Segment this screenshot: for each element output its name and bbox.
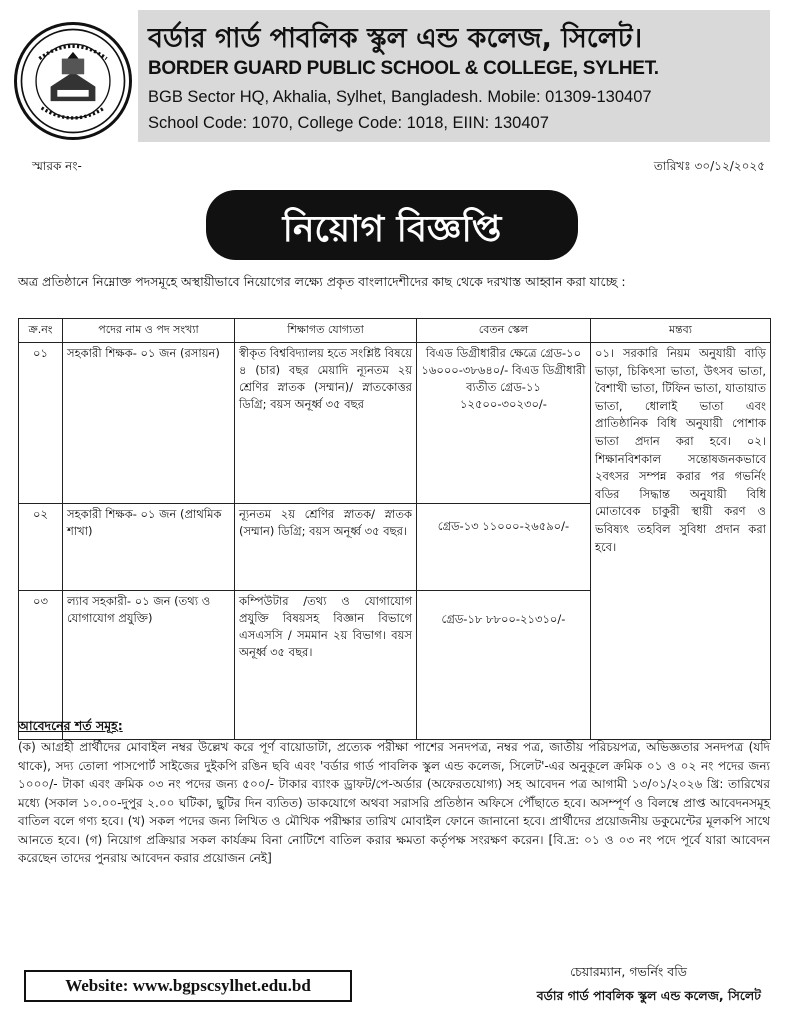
notice-title: নিয়োগ বিজ্ঞপ্তি — [282, 209, 502, 250]
signatory-institution: বর্ডার গার্ড পাবলিক স্কুল এন্ড কলেজ, সিলেট — [536, 988, 761, 1003]
row-pay-scale: গ্রেড-১৮ ৮৮০০-২১৩১০/- — [417, 591, 591, 740]
conditions-text: (ক) আগ্রহী প্রার্থীদের মোবাইল নম্বর উল্লেখ করে পূর্ণ বায়োডাটা, প্রত্যেক পরীক্ষা পাশের সনদপত্র, নম্বর পত্র, জাতীয় পরিচয়পত্র, অভিজ্ঞতার সনদপত্র (যদি থাকে), সদ্য তোলা পাসপোর্ট সাইজের দুইকপি রঙিন ছবি এবং 'বর্ডার গার্ড পাবলিক স্কুল এন্ড কলেজ, সিলেট'-এর অনুকূলে ক্রমিক ০১ ও ০২ নং পদের জন্য ১০০০/- টাকা এবং ক্রমিক ০৩ নং পদের জন্য ৫০০/- টাকার ব্যাংক ড্রাফট/পে-অর্ডার (অফেরতযোগ্য) সহ আবেদন পত্র আগামী ১৩/০১/২০২৬ খ্রি: তারিখের মধ্যে (সকাল ১০.০০-দুপুর ২.০০ ঘটিকা, ছুটির দিন ব্যতিত) ডাকযোগে অথবা সরাসরি প্রতিষ্ঠান অফিসে পৌঁছাতে হবে। অসম্পূর্ণ ও বিলম্বে প্রাপ্ত আবেদনসমূহ বাতিল বলে গণ্য হবে। (খ) সকল পদের জন্য লিখিত ও মৌখিক পরীক্ষার তারিখ মোবাইল ফোনে জানানো হবে। প্রার্থীদের প্রয়োজনীয় ডকুমেন্টের মূলকপি সাথে আনতে হবে। (গ) নিয়োগ প্রক্রিয়ার সকল কার্যক্রম বিনা নোটিশে বাতিল করার ক্ষমতা কর্তৃপক্ষ সংরক্ষণ করেন। [বি.দ্র: ০১ ও ০৩ নং পদে পূর্বে যারা আবেদন করেছেন তাদের পুনরায় আবেদন করার প্রয়োজন নেই] — [18, 740, 770, 865]
table-row — [19, 343, 771, 504]
school-name-en: BORDER GUARD PUBLIC SCHOOL & COLLEGE, SYLHET. — [148, 58, 659, 79]
letterhead — [0, 0, 787, 150]
school-crest-icon — [14, 22, 132, 140]
row-qualification: স্বীকৃত বিশ্ববিদ্যালয় হতে সংশ্লিষ্ট বিষয়ে ৪ (চার) বছর মেয়াদি ন্যূনতম ২য় শ্রেণির স্নাতক (সম্মান)/ স্নাতকোত্তর ডিগ্রি; বয়স অনূর্ধ্ব ৩৫ বছর — [235, 343, 417, 504]
row-post: সহকারী শিক্ষক- ০১ জন (প্রাথমিক শাখা) — [63, 504, 235, 591]
row-qualification: কম্পিউটার /তথ্য ও যোগাযোগ প্রযুক্তি বিষয়সহ বিজ্ঞান বিভাগে এসএসসি / সমমান ২য় বিভাগ। বয়স অনূর্ধ্ব ৩৫ বছর। — [235, 591, 417, 740]
row-pay-scale: গ্রেড-১৩ ১১০০০-২৬৫৯০/- — [417, 504, 591, 591]
notice-date: তারিখঃ ৩০/১২/২০২৫ — [653, 159, 765, 173]
school-address: BGB Sector HQ, Akhalia, Sylhet, Bangladesh. Mobile: 01309-130407 — [148, 88, 652, 106]
row-serial: ০২ — [19, 504, 63, 591]
school-codes: School Code: 1070, College Code: 1018, EIIN: 130407 — [148, 114, 549, 132]
col-header-qualification: শিক্ষাগত যোগ্যতা — [235, 319, 417, 343]
school-name-bn: বর্ডার গার্ড পাবলিক স্কুল এন্ড কলেজ, সিলেট। — [148, 23, 643, 54]
row-serial: ০৩ — [19, 591, 63, 740]
letterhead-box — [138, 10, 770, 142]
col-header-remarks: মন্তব্য — [591, 319, 771, 343]
table-header-row — [19, 319, 771, 343]
remarks-cell: ০১। সরকারি নিয়ম অনুযায়ী বাড়ি ভাড়া, চিকিৎসা ভাতা, উৎসব ভাতা, বৈশাখী ভাতা, টিফিন ভাতা, যাতায়াত ভাতা, ধোলাই ভাতা এবং প্রাতিষ্ঠানিক বিধি অনুযায়ী পোশাক ভাতা প্রদান করা হবে। ০২। শিক্ষানবিশকাল সন্তোষজনকভাবে ২বৎসর সম্পন্ন করার পর গভর্নিং বডির সিদ্ধান্ত অনুযায়ী বিধি মোতাবেক চাকুরী স্থায়ী করণ ও ভবিষ্যৎ তহবিল সুবিধা প্রদান করা হবে। — [591, 343, 771, 740]
row-pay-scale: বিএড ডিগ্রীধারীর ক্ষেত্রে গ্রেড-১০ ১৬০০০-৩৮৬৪০/- বিএড ডিগ্রীধারী ব্যতীত গ্রেড-১১ ১২৫০০-৩০২৩০/- — [417, 343, 591, 504]
col-header-serial: ক্র.নং — [19, 319, 63, 343]
row-post: ল্যাব সহকারী- ০১ জন (তথ্য ও যোগাযোগ প্রযুক্তি) — [63, 591, 235, 740]
col-header-post: পদের নাম ও পদ সংখ্যা — [63, 319, 235, 343]
memo-number: স্মারক নং- — [32, 159, 82, 173]
signatory-title: চেয়ারম্যান, গভর্নিং বডি — [570, 964, 687, 979]
website-link[interactable]: Website: www.bgpscsylhet.edu.bd — [24, 970, 352, 1002]
row-post: সহকারী শিক্ষক- ০১ জন (রসায়ন) — [63, 343, 235, 504]
col-header-pay-scale: বেতন স্কেল — [417, 319, 591, 343]
row-serial: ০১ — [19, 343, 63, 504]
notice-title-banner — [206, 190, 578, 260]
conditions-heading: আবেদনের শর্ত সমূহ: — [18, 718, 123, 733]
intro-text: অত্র প্রতিষ্ঠানে নিম্নোক্ত পদসমূহে অস্থায়ীভাবে নিয়োগের লক্ষ্যে প্রকৃত বাংলাদেশীদের কাছ থেকে দরখাস্ত আহ্বান করা যাচ্ছে : — [18, 274, 626, 289]
row-qualification: ন্যূনতম ২য় শ্রেণির স্নাতক/ স্নাতক (সম্মান) ডিগ্রি; বয়স অনূর্ধ্ব ৩৫ বছর। — [235, 504, 417, 591]
vacancy-table — [18, 318, 771, 740]
